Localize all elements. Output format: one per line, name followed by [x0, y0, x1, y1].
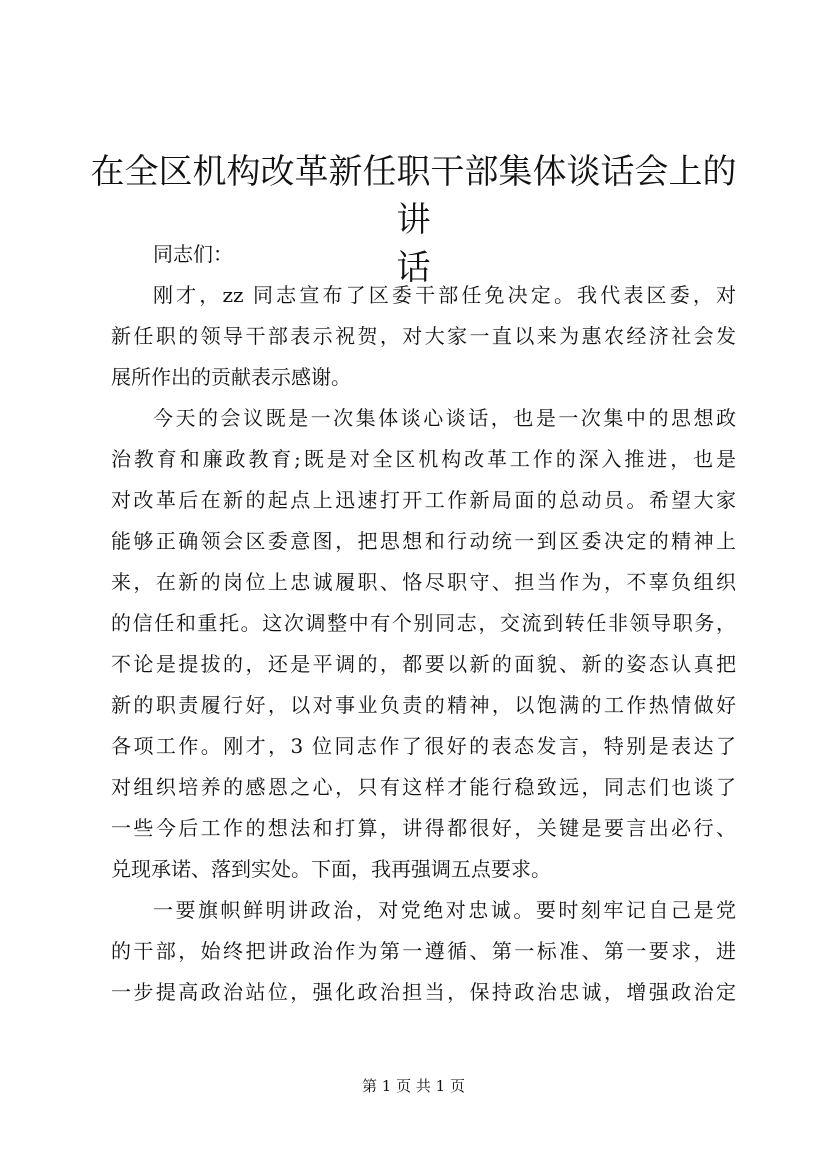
paragraph-line: 一些今后工作的想法和打算，讲得都很好，关键是要言出必行、 — [111, 816, 736, 840]
paragraph-line: 不论是提拔的，还是平调的，都要以新的面貌、新的姿态认真把 — [111, 652, 736, 676]
paragraph-line: 今天的会议既是一次集体谈心谈话，也是一次集中的思想政 — [153, 406, 736, 430]
title-line-2: 话 — [396, 248, 431, 288]
paragraph-line: 展所作出的贡献表示感谢。 — [111, 365, 351, 389]
paragraph-line: 对组织培养的感恩之心，只有这样才能行稳致远，同志们也谈了 — [111, 775, 736, 799]
paragraph-line: 一步提高政治站位，强化政治担当，保持政治忠诚，增强政治定 — [111, 980, 736, 1004]
title-line-1: 在全区机构改革新任职干部集体谈话会上的讲 — [90, 152, 737, 240]
paragraph-line: 来，在新的岗位上忠诚履职、恪尽职守、担当作为，不辜负组织 — [111, 570, 736, 594]
paragraph-line: 的干部，始终把讲政治作为第一遵循、第一标准、第一要求，进 — [111, 939, 736, 963]
greeting: 同志们： — [153, 242, 233, 266]
paragraph-line: 的信任和重托。这次调整中有个别同志，交流到转任非领导职务， — [111, 611, 736, 635]
paragraph-1 — [111, 275, 736, 398]
paragraph-2 — [111, 398, 736, 890]
paragraph-line: 治教育和廉政教育;既是对全区机构改革工作的深入推进，也是 — [111, 447, 736, 471]
paragraph-line: 一要旗帜鲜明讲政治，对党绝对忠诚。要时刻牢记自己是党 — [153, 898, 736, 922]
paragraph-3 — [111, 890, 736, 1013]
paragraph-line: 新的职责履行好，以对事业负责的精神，以饱满的工作热情做好 — [111, 693, 736, 717]
paragraph-line: 对改革后在新的起点上迅速打开工作新局面的总动员。希望大家 — [111, 488, 736, 512]
paragraph-line: 能够正确领会区委意图，把思想和行动统一到区委决定的精神上 — [111, 529, 736, 553]
paragraph-line: 刚才，zz 同志宣布了区委干部任免决定。我代表区委，对 — [153, 283, 736, 307]
document-body — [111, 234, 736, 1013]
paragraph-line: 各项工作。刚才，3 位同志作了很好的表态发言，特别是表达了 — [111, 734, 736, 758]
page-footer: 第 1 页 共 1 页 — [362, 1077, 465, 1095]
paragraph-line: 兑现承诺、落到实处。下面，我再强调五点要求。 — [111, 857, 551, 881]
paragraph-line: 新任职的领导干部表示祝贺，对大家一直以来为惠农经济社会发 — [111, 324, 736, 348]
